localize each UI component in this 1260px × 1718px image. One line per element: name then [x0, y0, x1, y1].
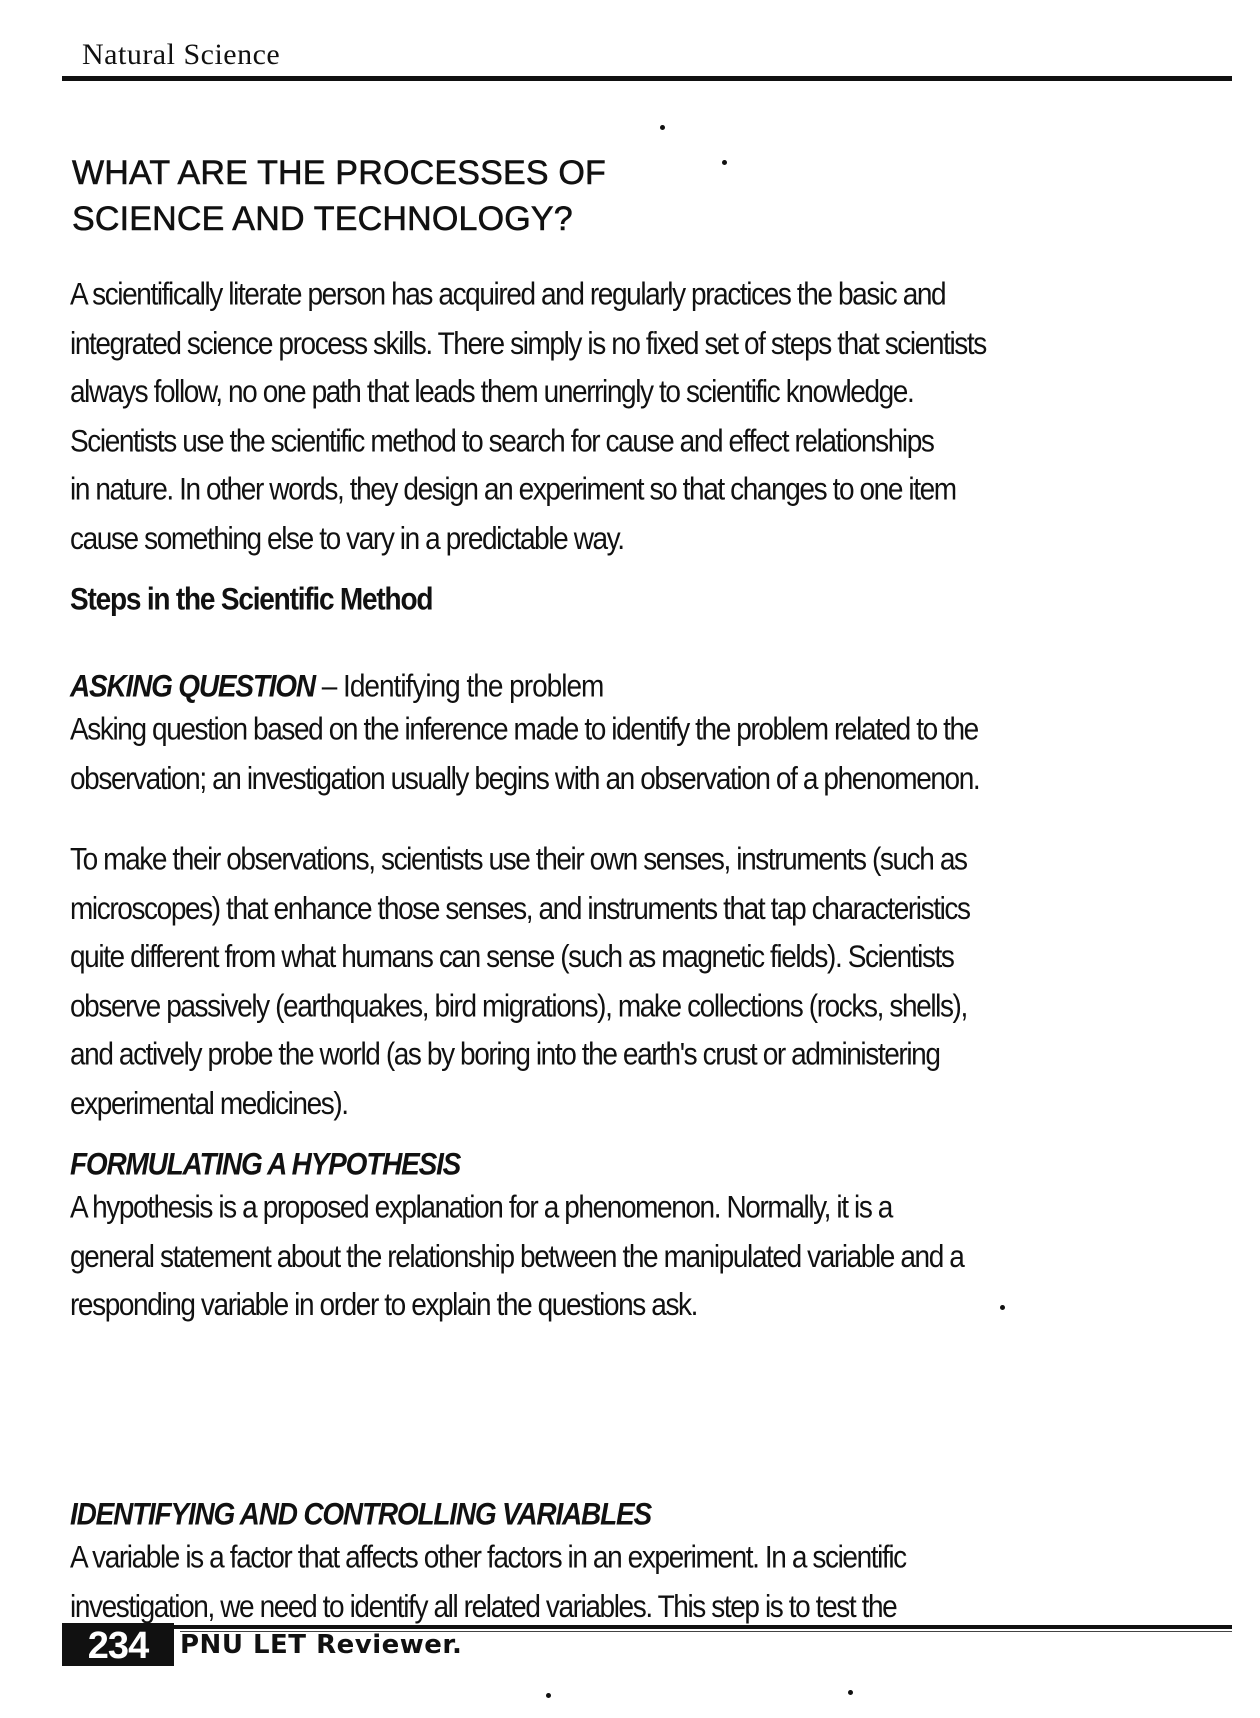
text-line: A hypothesis is a proposed explanation for a phenomenon. Normally, it is a — [70, 1189, 892, 1225]
page-title-line-1: WHAT ARE THE PROCESSES OF — [72, 154, 606, 192]
asking-question-heading — [70, 662, 603, 710]
text-line: cause something else to vary in a predictable way. — [70, 520, 624, 556]
book-title: PNU LET Reviewer. — [180, 1630, 463, 1660]
scan-speck — [660, 125, 665, 130]
text-line: A variable is a factor that affects other factors in an experiment. In a scientific — [70, 1539, 906, 1575]
hypothesis-heading — [70, 1140, 460, 1188]
text-line: Scientists use the scientific method to search for cause and effect relationships — [70, 422, 934, 458]
asking-question-subtitle: – Identifying the problem — [314, 668, 604, 704]
page-title-line-2: SCIENCE AND TECHNOLOGY? — [72, 200, 573, 238]
text-line: responding variable in order to explain the questions ask. — [70, 1287, 698, 1322]
variables-title: IDENTIFYING AND CONTROLLING VARIABLES — [70, 1496, 651, 1532]
scan-speck — [1000, 1305, 1005, 1310]
hypothesis-title: FORMULATING A HYPOTHESIS — [70, 1146, 461, 1182]
steps-heading: Steps in the Scientific Method — [70, 581, 433, 617]
text-line: experimental medicines). — [70, 1085, 348, 1121]
scan-speck — [722, 160, 727, 165]
asking-question-paragraph — [70, 705, 1200, 802]
observation-paragraph — [70, 835, 1200, 1127]
scan-speck — [546, 1693, 551, 1698]
text-line: observe passively (earthquakes, bird migrations), make collections (rocks, shells), — [70, 987, 967, 1023]
text-line: A scientifically literate person has acquired and regularly practices the basic and — [70, 276, 946, 312]
footer-rule — [62, 1625, 1232, 1629]
text-line: To make their observations, scientists use their own senses, instruments (such as — [70, 841, 967, 877]
text-line: integrated science process skills. There simply is no fixed set of steps that scientists — [70, 325, 986, 361]
intro-paragraph — [70, 270, 1200, 562]
asking-question-title: ASKING QUESTION — [70, 668, 315, 704]
text-line: general statement about the relationship between the manipulated variable and a — [70, 1238, 964, 1274]
running-head: Natural Science — [82, 38, 281, 71]
text-line: quite different from what humans can sense (such as magnetic fields). Scientists — [70, 939, 954, 974]
text-line: and actively probe the world (as by boring into the earth's crust or administering — [70, 1036, 940, 1072]
text-line: in nature. In other words, they design an experiment so that changes to one item — [70, 471, 956, 507]
text-line: observation; an investigation usually begins with an observation of a phenomenon. — [70, 760, 980, 796]
page-number: 234 — [62, 1623, 174, 1666]
text-line: microscopes) that enhance those senses, and instruments that tap characteristics — [70, 890, 970, 926]
hypothesis-paragraph — [70, 1183, 1200, 1329]
text-line: Asking question based on the inference made to identify the problem related to the — [70, 711, 978, 747]
header-rule — [62, 76, 1232, 81]
page-title — [72, 150, 606, 242]
variables-heading — [70, 1490, 651, 1538]
variables-paragraph — [70, 1533, 1200, 1630]
text-line: always follow, no one path that leads them unerringly to scientific knowledge. — [70, 374, 914, 409]
text-line: investigation, we need to identify all related variables. This step is to test the — [70, 1588, 897, 1624]
scan-speck — [848, 1690, 853, 1695]
